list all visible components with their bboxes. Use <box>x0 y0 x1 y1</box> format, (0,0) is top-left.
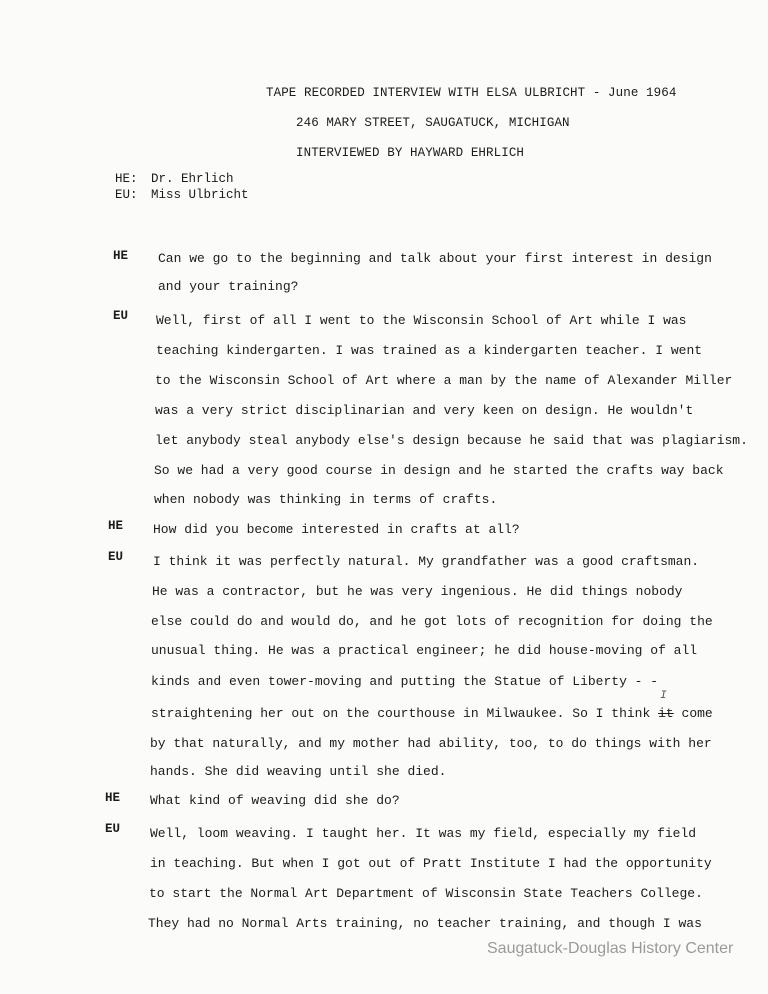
transcript-line: How did you become interested in crafts at all? <box>153 522 520 537</box>
transcript-line: let anybody steal anybody else's design because he said that was plagiarism. <box>155 433 748 448</box>
cast-entry <box>115 172 234 186</box>
cast-entry <box>115 188 249 202</box>
struck-word: it <box>658 706 674 721</box>
transcript-line-text: straightening her out on the courthouse in Milwaukee. So I think <box>151 706 651 721</box>
transcript-line: I think it was perfectly natural. My grandfather was a good craftsman. <box>153 554 700 569</box>
transcript-line: to the Wisconsin School of Art where a man by the name of Alexander Miller <box>155 373 733 388</box>
speaker-label: EU <box>108 550 124 564</box>
transcript-line: by that naturally, and my mother had ability, too, to do things with her <box>150 736 712 751</box>
transcript-line: So we had a very good course in design and he started the crafts way back <box>154 463 724 478</box>
transcript-line-text: come <box>681 706 713 721</box>
speaker-label: HE <box>105 791 121 805</box>
transcript-line: hands. She did weaving until she died. <box>150 764 447 779</box>
transcript-line: What kind of weaving did she do? <box>150 793 400 808</box>
speaker-label: EU <box>113 309 129 323</box>
handwritten-correction <box>658 690 674 721</box>
transcript-line: else could do and would do, and he got lots of recognition for doing the <box>151 614 713 629</box>
inserted-word: I <box>660 690 667 702</box>
cast-name: Miss Ulbricht <box>151 188 249 202</box>
document-title: TAPE RECORDED INTERVIEW WITH ELSA ULBRICHT - June 1964 <box>266 86 677 100</box>
transcript-line: unusual thing. He was a practical engineer; he did house-moving of all <box>151 643 698 658</box>
transcript-line: kinds and even tower-moving and putting the Statue of Liberty - - <box>151 674 659 689</box>
transcript-line: was a very strict disciplinarian and very keen on design. He wouldn't <box>155 403 694 418</box>
transcript-line: Well, first of all I went to the Wisconsin School of Art while I was <box>156 313 687 328</box>
cast-abbr: EU: <box>115 188 138 202</box>
speaker-label: HE <box>113 249 129 263</box>
transcript-line: in teaching. But when I got out of Pratt Institute I had the opportunity <box>150 856 712 871</box>
transcript-line: They had no Normal Arts training, no teacher training, and though I was <box>148 916 702 931</box>
speaker-label: EU <box>105 822 121 836</box>
transcript-line: and your training? <box>158 279 299 294</box>
transcript-line: to start the Normal Art Department of Wisconsin State Teachers College. <box>149 886 703 901</box>
transcript-line: He was a contractor, but he was very ingenious. He did things nobody <box>152 584 683 599</box>
transcript-line: Well, loom weaving. I taught her. It was my field, especially my field <box>150 826 697 841</box>
transcript-line <box>151 690 713 721</box>
watermark: Saugatuck-Douglas History Center <box>487 940 734 957</box>
interview-address: 246 MARY STREET, SAUGATUCK, MICHIGAN <box>296 116 570 130</box>
transcript-line: teaching kindergarten. I was trained as a kindergarten teacher. I went <box>156 343 703 358</box>
cast-abbr: HE: <box>115 172 138 186</box>
transcript-line: when nobody was thinking in terms of crafts. <box>154 492 498 507</box>
cast-name: Dr. Ehrlich <box>151 172 234 186</box>
speaker-label: HE <box>108 519 124 533</box>
transcript-line: Can we go to the beginning and talk about your first interest in design <box>158 251 712 266</box>
interviewer-line: INTERVIEWED BY HAYWARD EHRLICH <box>296 146 525 160</box>
